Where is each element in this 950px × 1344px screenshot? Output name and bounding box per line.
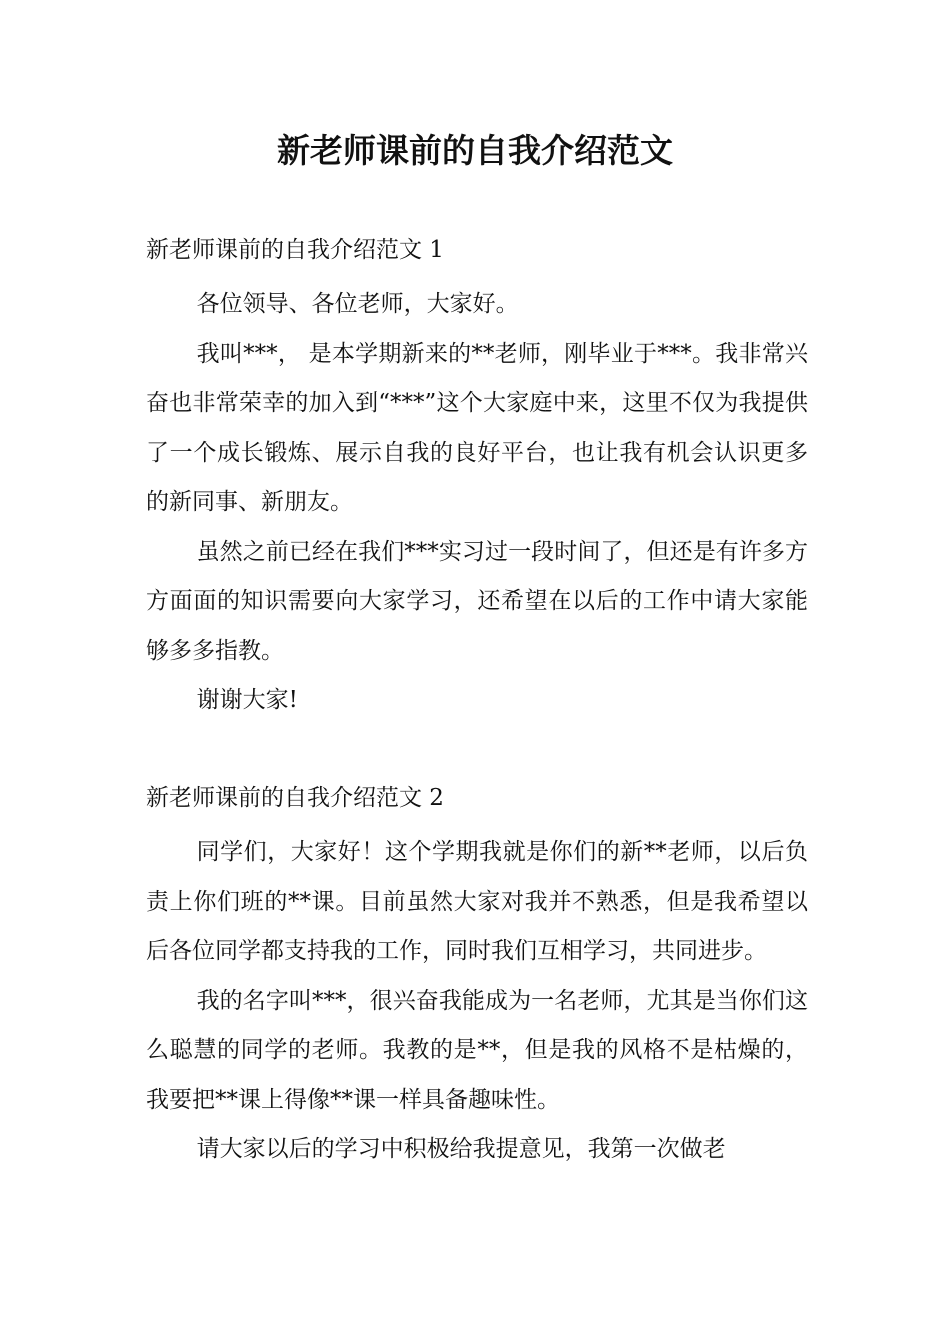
paragraph: 虽然之前已经在我们***实习过一段时间了，但还是有许多方方面面的知识需要向大家学习，还希望在以后的工作中请大家能够多多指教。 <box>146 538 808 664</box>
section-heading: 新老师课前的自我介绍范文 1 <box>146 237 444 263</box>
paragraph: 谢谢大家! <box>196 687 298 713</box>
paragraph: 同学们，大家好！这个学期我就是你们的新**老师，以后负责上你们班的**课。目前虽然大家对我并不熟悉，但是我希望以后各位同学都支持我的工作，同时我们互相学习，共同进步。 <box>146 839 808 964</box>
paragraph: 请大家以后的学习中积极给我提意见，我第一次做老 <box>196 1136 726 1162</box>
paragraph: 我叫***， 是本学期新来的**老师，刚毕业于***。我非常兴奋也非常荣幸的加入到“***”这个大家庭中来，这里不仅为我提供了一个成长锻炼、展示自我的良好平台，也让我有机会认识更多的新同事、新朋友。 <box>146 340 808 515</box>
paragraph: 各位领导、各位老师，大家好。 <box>196 291 519 317</box>
document-title: 新老师课前的自我介绍范文 <box>277 131 673 170</box>
section-2 <box>146 778 808 1175</box>
paragraph: 我的名字叫***，很兴奋我能成为一名老师，尤其是当你们这么聪慧的同学的老师。我教的是**，但是我的风格不是枯燥的，我要把**课上得像**课一样具备趣味性。 <box>146 987 808 1113</box>
section-heading: 新老师课前的自我介绍范文 2 <box>146 785 444 811</box>
section-1 <box>146 230 808 726</box>
